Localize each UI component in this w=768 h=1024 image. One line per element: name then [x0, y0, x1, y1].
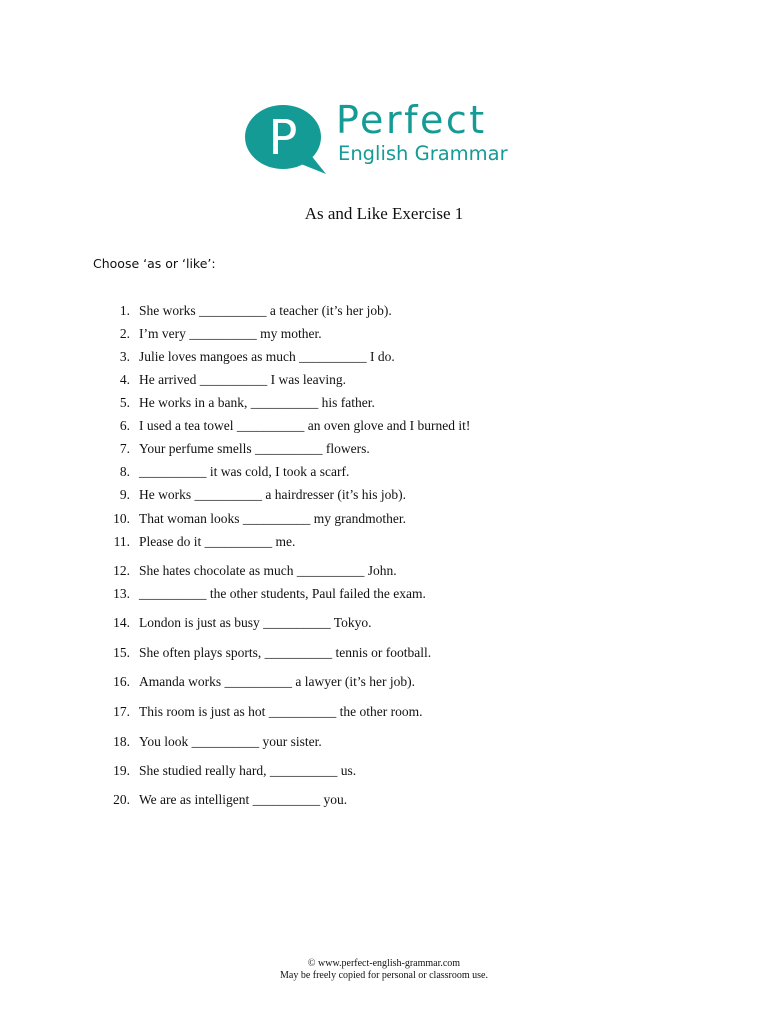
question-number: 15.: [113, 645, 130, 660]
speech-bubble-p-icon: [244, 104, 330, 176]
question-number: 8.: [119, 464, 130, 479]
footer: [0, 958, 768, 982]
question-number: 10.: [113, 511, 130, 526]
question-text: Amanda works __________ a lawyer (it’s her job).: [139, 674, 415, 689]
logo-letter: P: [268, 110, 298, 166]
question-text: This room is just as hot __________ the other room.: [139, 704, 423, 719]
question-number: 13.: [113, 586, 130, 601]
footer-copyright: © www.perfect-english-grammar.com: [307, 958, 461, 969]
question-text: Your perfume smells __________ flowers.: [139, 441, 370, 456]
question-number: 6.: [119, 418, 130, 433]
question-text: You look __________ your sister.: [139, 734, 322, 749]
question-text: He arrived __________ I was leaving.: [139, 372, 346, 387]
question-number: 16.: [113, 674, 130, 689]
question-number: 5.: [119, 395, 130, 410]
question-text: I used a tea towel __________ an oven glove and I burned it!: [139, 418, 471, 433]
question-number: 3.: [119, 349, 130, 364]
question-text: She hates chocolate as much __________ John.: [139, 563, 397, 578]
logo: [244, 98, 534, 176]
question-number: 17.: [113, 704, 130, 719]
question-text: He works __________ a hairdresser (it’s his job).: [139, 487, 406, 502]
question-number: 20.: [113, 792, 130, 807]
question-text: We are as intelligent __________ you.: [139, 792, 348, 807]
page-title: As and Like Exercise 1: [304, 204, 464, 223]
question-number: 19.: [113, 763, 130, 778]
question-number: 1.: [119, 303, 130, 318]
question-text: __________ the other students, Paul failed the exam.: [139, 586, 426, 601]
question-number: 18.: [113, 734, 130, 749]
question-text: __________ it was cold, I took a scarf.: [139, 464, 350, 479]
question-number: 9.: [119, 487, 130, 502]
question-text: London is just as busy __________ Tokyo.: [139, 615, 372, 630]
question-number: 2.: [119, 326, 130, 341]
question-number: 7.: [119, 441, 130, 456]
question-text: That woman looks __________ my grandmother.: [139, 511, 406, 526]
footer-usage-note: May be freely copied for personal or classroom use.: [280, 970, 488, 981]
question-text: He works in a bank, __________ his father.: [139, 395, 375, 410]
question-text: Julie loves mangoes as much __________ I do.: [139, 349, 395, 364]
question-text: She studied really hard, __________ us.: [139, 763, 357, 778]
logo-word-english-grammar: English Grammar: [338, 142, 508, 165]
question-number: 12.: [113, 563, 130, 578]
question-number: 11.: [113, 534, 130, 549]
question-number: 14.: [113, 615, 130, 630]
question-text: She works __________ a teacher (it’s her job).: [139, 303, 392, 318]
question-number: 4.: [119, 372, 130, 387]
question-text: Please do it __________ me.: [139, 534, 296, 549]
question-text: I’m very __________ my mother.: [139, 326, 322, 341]
logo-word-perfect: Perfect: [336, 98, 487, 142]
question-text: She often plays sports, __________ tennis or football.: [139, 645, 432, 660]
instruction: Choose ‘as or ‘like’:: [93, 256, 216, 271]
